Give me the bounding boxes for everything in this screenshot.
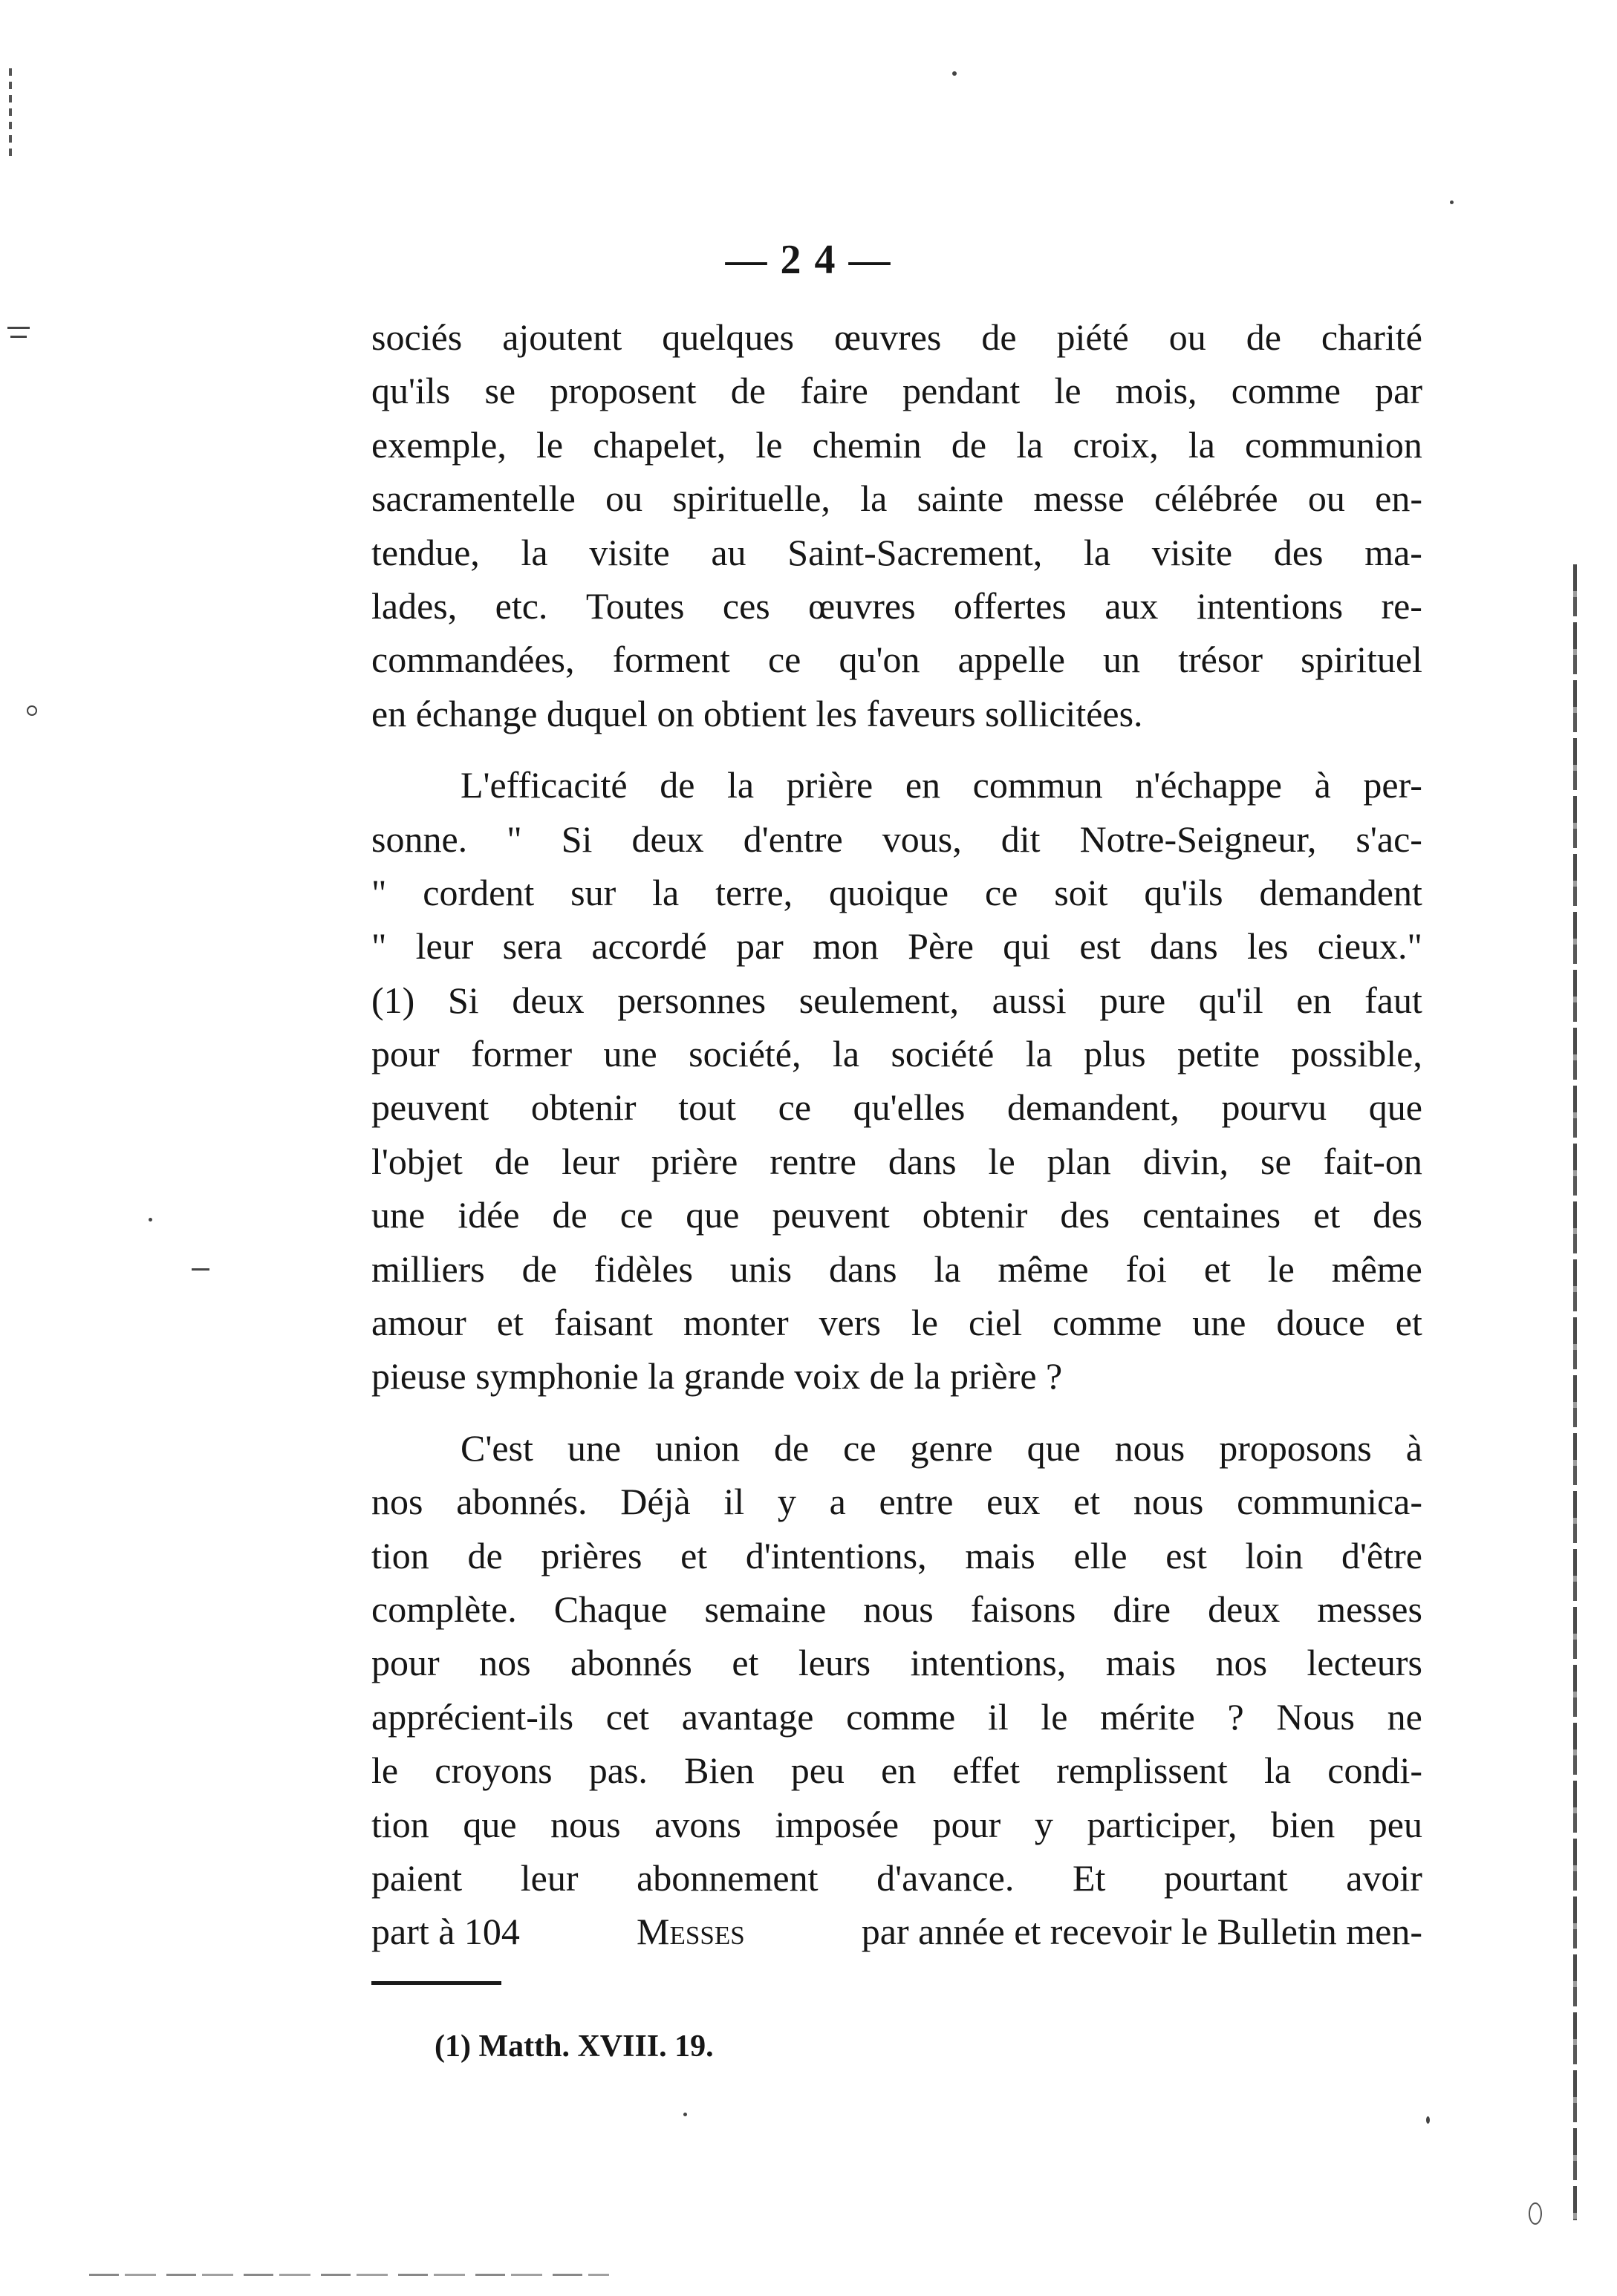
- text-line: le croyons pas. Bien peu en effet remplissent la condi-: [371, 1749, 1422, 1792]
- text-line: tion de prières et d'intentions, mais elle est loin d'être: [371, 1534, 1422, 1576]
- text-line: apprécient-ils cet avantage comme il le mérite ? Nous ne: [371, 1695, 1422, 1738]
- paragraph: [371, 310, 1422, 740]
- text-line: (1) Si deux personnes seulement, aussi pure qu'il en faut: [371, 979, 1422, 1021]
- text-line: complète. Chaque semaine nous faisons dire deux messes: [371, 1588, 1422, 1630]
- text-line: L'efficacité de la prière en commun n'échappe à per-: [461, 764, 1422, 806]
- scan-speck: [149, 1218, 152, 1222]
- text-line: peuvent obtenir tout ce qu'elles demandent, pourvu que: [371, 1086, 1422, 1129]
- text-line: lades, etc. Toutes ces œuvres offertes aux intentions re-: [371, 584, 1422, 627]
- text-run: part à 104: [371, 1911, 530, 1953]
- scan-speck: [27, 705, 37, 716]
- paragraph: [371, 758, 1422, 1403]
- text-line: paient leur abonnement d'avance. Et pourtant avoir: [371, 1856, 1422, 1899]
- smallcaps-run: Messes: [637, 1911, 745, 1953]
- text-line: amour et faisant monter vers le ciel comme une douce et: [371, 1302, 1422, 1344]
- paragraph: [371, 1421, 1422, 1959]
- text-line: tendue, la visite au Saint-Sacrement, la visite des ma-: [371, 531, 1422, 573]
- text-line-with-smallcaps: [371, 1905, 1422, 1958]
- text-line: commandées, forment ce qu'on appelle un trésor spirituel: [371, 639, 1422, 681]
- text-line: milliers de fidèles unis dans la même foi et le même: [371, 1248, 1422, 1290]
- scan-speck: [1529, 2202, 1542, 2225]
- text-line: sociés ajoutent quelques œuvres de piété ou de charité: [371, 316, 1422, 358]
- scan-speck: [1450, 200, 1454, 204]
- footnote-separator: [371, 1981, 501, 1985]
- text-line: pour former une société, la société la plus petite possible,: [371, 1033, 1422, 1075]
- text-line: qu'ils se proposent de faire pendant le mois, comme par: [371, 370, 1422, 412]
- scan-edge-bottom: [89, 2274, 609, 2276]
- text-line: " leur sera accordé par mon Père qui est dans les cieux.": [371, 925, 1422, 968]
- scan-speck: [683, 2113, 687, 2116]
- scan-speck: [1426, 2116, 1430, 2124]
- text-line: exemple, le chapelet, le chemin de la croix, la communion: [371, 423, 1422, 466]
- scan-speck: [952, 71, 957, 76]
- body-text: [371, 310, 1422, 1959]
- text-line: tion que nous avons imposée pour y participer, bien peu: [371, 1803, 1422, 1845]
- page-number: — 2 4 —: [725, 237, 892, 283]
- text-line: l'objet de leur prière rentre dans le plan divin, se fait-on: [371, 1140, 1422, 1182]
- scan-speck: [10, 336, 27, 338]
- scan-edge-shadow: [1573, 564, 1577, 2220]
- text-line: en échange duquel on obtient les faveurs sollicitées.: [371, 692, 1143, 734]
- text-line: sacramentelle ou spirituelle, la sainte messe célébrée ou en-: [371, 477, 1422, 520]
- text-line: sonne. " Si deux d'entre vous, dit Notre-Seigneur, s'ac-: [371, 818, 1422, 860]
- scan-speck: [9, 68, 12, 157]
- scan-speck: [7, 327, 30, 329]
- text-line: nos abonnés. Déjà il y a entre eux et nous communica-: [371, 1481, 1422, 1523]
- text-line: pour nos abonnés et leurs intentions, mais nos lecteurs: [371, 1642, 1422, 1684]
- text-line: " cordent sur la terre, quoique ce soit qu'ils demandent: [371, 871, 1422, 913]
- text-line: C'est une union de ce genre que nous proposons à: [461, 1426, 1422, 1469]
- text-line: pieuse symphonie la grande voix de la prière ?: [371, 1355, 1063, 1398]
- footnote: (1) Matth. XVIII. 19.: [435, 2029, 714, 2064]
- text-run: par année et recevoir le Bulletin men-: [852, 1911, 1422, 1953]
- text-line: une idée de ce que peuvent obtenir des centaines et des: [371, 1194, 1422, 1236]
- scan-speck: [192, 1268, 209, 1271]
